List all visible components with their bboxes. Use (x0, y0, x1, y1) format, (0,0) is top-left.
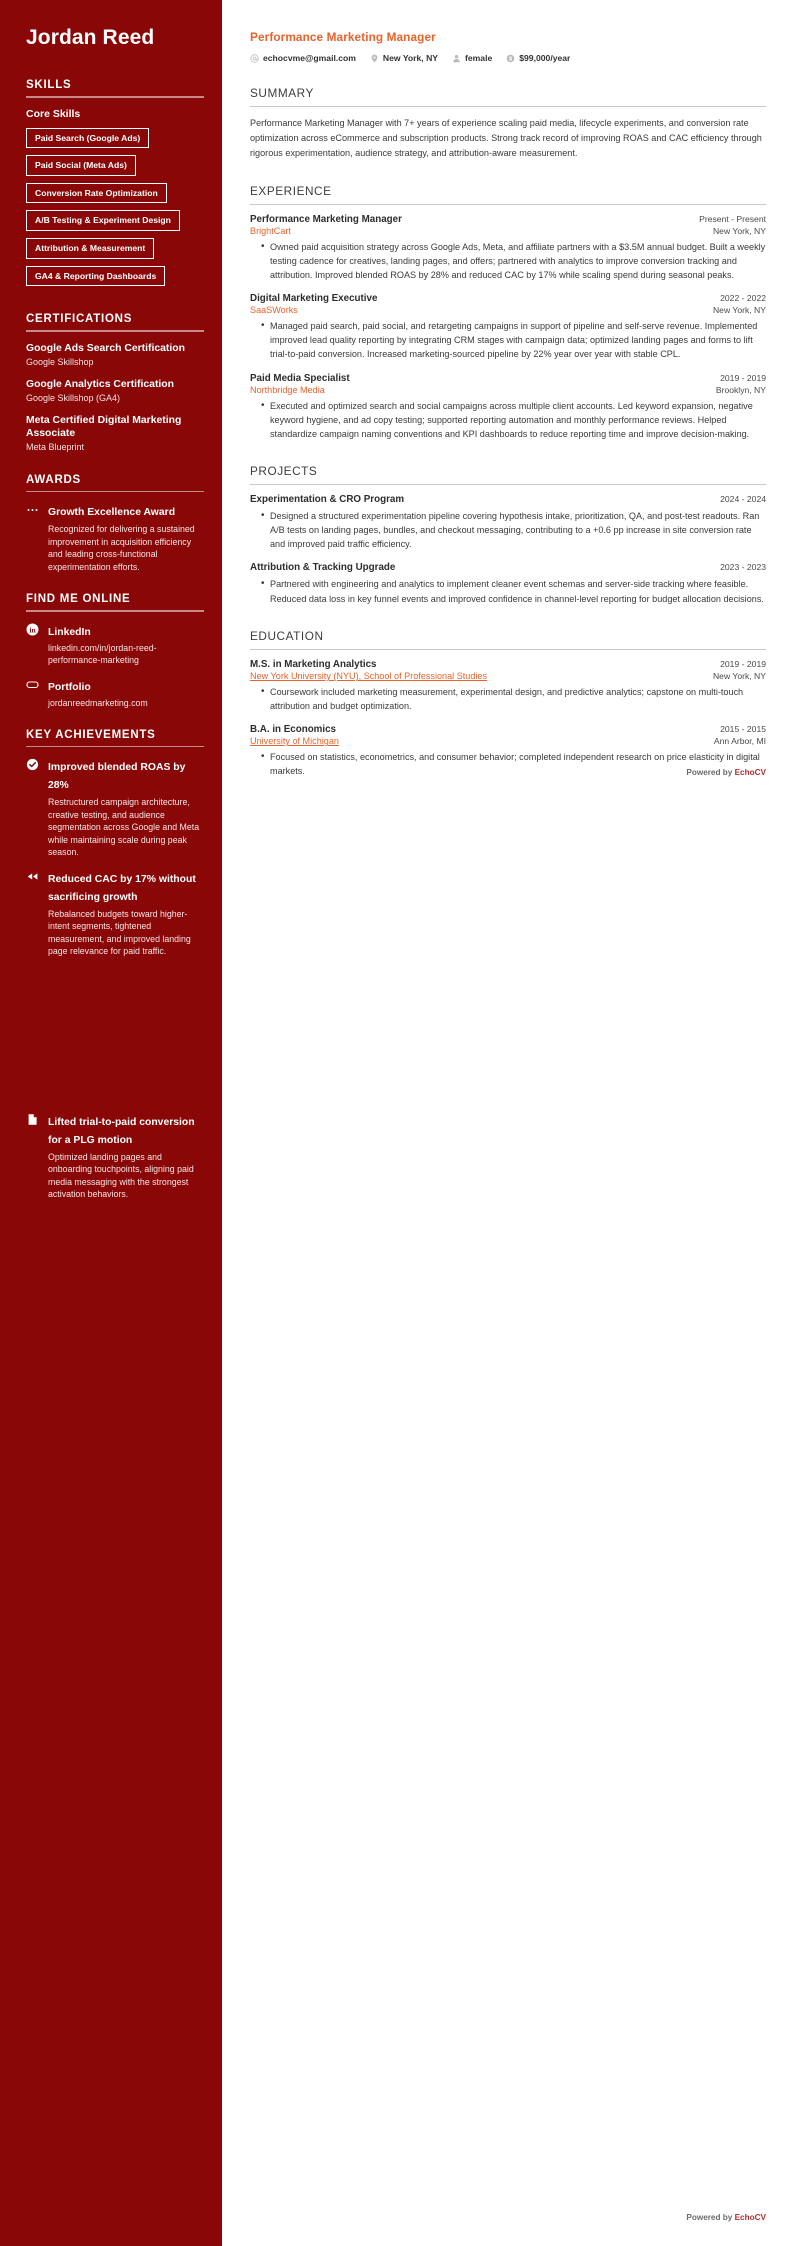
page-break-spacer (26, 958, 204, 1102)
education-bullet: • Coursework included marketing measurement, experimental design, and predictive analytics; capstone on multi-touch attribution and budget optimization. (262, 685, 766, 713)
certification-name: Google Analytics Certification (26, 378, 174, 390)
divider (250, 484, 766, 485)
page-footer (686, 768, 766, 777)
experience-dates: 2019 - 2019 (720, 372, 766, 383)
contact-item (370, 53, 438, 63)
project-entry (250, 494, 766, 551)
experience-location: Brooklyn, NY (715, 384, 766, 395)
experience-location: New York, NY (712, 305, 766, 316)
experience-dates: Present - Present (699, 213, 766, 224)
email-icon (250, 54, 259, 63)
svg-text:in: in (29, 625, 36, 635)
header-role-title: Performance Marketing Manager (250, 30, 436, 44)
contact-value: echocvme@gmail.com (263, 53, 356, 63)
experience-bullet: • Managed paid search, paid social, and retargeting campaigns in support of pipeline and self-serve revenue. Implemented improved lead quality reporting by integrating CRM stages with campaign data; optimized landing pages and forms to lift trial-to-paid conversion. Increased marketing-sourced pipeline by 22% year over year with stable CPL. (262, 319, 766, 361)
key-achievement-item (26, 757, 204, 858)
key-achievement-item (26, 869, 204, 958)
certification-issuer: Meta Blueprint (26, 442, 85, 453)
section-title-summary: SUMMARY (250, 86, 314, 100)
candidate-name: Jordan Reed (26, 26, 155, 49)
salary-icon (506, 54, 515, 63)
key-achievement-description: Optimized landing pages and onboarding touchpoints, aligning paid media messaging with the strongest activation behaviors. (48, 1151, 194, 1200)
experience-organization: Northbridge Media (250, 384, 325, 395)
sidebar-section-title-find-me-online: FIND ME ONLINE (26, 593, 131, 606)
experience-entry (250, 293, 766, 361)
experience-entry (250, 214, 766, 282)
section-title-education: EDUCATION (250, 628, 324, 643)
main-content (222, 0, 794, 803)
online-link-url[interactable]: jordanreedmarketing.com (48, 697, 148, 708)
key-achievement-title: Improved blended ROAS by 28% (48, 762, 186, 792)
award-description: Recognized for delivering a sustained improvement in acquisition efficiency and leading cross-functional experimentation efforts. (48, 524, 195, 572)
experience-dates: 2022 - 2022 (720, 293, 766, 304)
project-bullet: • Designed a structured experimentation pipeline covering hypothesis intake, prioritization, QA, and post-test readouts. Ran A/B tests on landing pages, bundles, and checkout messaging, contributing to a +0.6 pp increase in site conversion rate and improved paid traffic efficiency. (262, 509, 766, 551)
rewind-icon (26, 870, 39, 883)
footer-prefix: Powered by (686, 768, 735, 777)
certification-name: Google Ads Search Certification (26, 342, 185, 354)
skill-chip: Paid Search (Google Ads) (26, 128, 149, 149)
skill-chip: Paid Social (Meta Ads) (26, 155, 136, 176)
education-bullets (250, 685, 766, 713)
skill-chip: Conversion Rate Optimization (26, 183, 167, 204)
sidebar-section-title-skills: SKILLS (26, 79, 72, 92)
contact-value: $99,000/year (519, 53, 571, 63)
divider (26, 330, 204, 332)
online-link-list (26, 622, 204, 709)
location-pin-icon (370, 54, 379, 63)
education-location: Ann Arbor, MI (713, 736, 766, 747)
online-link-url[interactable]: linkedin.com/in/jordan-reed-performance-marketing (48, 642, 157, 666)
footer-brand: EchoCV (734, 768, 766, 777)
education-organization[interactable]: University of Michigan (250, 736, 339, 747)
project-entry (250, 562, 766, 605)
certification-item (26, 378, 204, 405)
experience-bullet: • Executed and optimized search and social campaigns across multiple client accounts. Led keyword expansion, negative keyword hygiene, and ad copy testing; supported reporting automation and monthly performance reviews. Helped standardize campaign naming conventions and KPI dashboards to reduce reporting time and improve decision-making. (262, 399, 766, 441)
education-entry (250, 659, 766, 713)
online-link-label[interactable]: LinkedIn (48, 626, 91, 638)
project-title: Experimentation & CRO Program (250, 494, 405, 506)
experience-entry (250, 373, 766, 441)
divider (250, 649, 766, 650)
skill-chip: GA4 & Reporting Dashboards (26, 266, 165, 287)
online-link-item[interactable] (26, 677, 204, 709)
certification-name: Meta Certified Digital Marketing Associate (26, 414, 182, 439)
footer-brand: EchoCV (734, 2213, 766, 2222)
divider (250, 204, 766, 205)
ellipsis-icon (26, 503, 39, 516)
award-item (26, 502, 204, 573)
person-icon (452, 54, 461, 63)
project-bullets (250, 509, 766, 551)
contact-item (250, 53, 356, 63)
education-location: New York, NY (712, 671, 766, 682)
experience-bullet: • Owned paid acquisition strategy across Google Ads, Meta, and affiliate partners with a $3.5M annual budget. Built a weekly testing cadence for creatives, landing pages, and offers; partnered with analytics to improve conversion tracking and attribution. Improved blended ROAS by 28% and reduced CAC by 17% while scaling spend during seasonal peaks. (262, 240, 766, 282)
award-list (26, 502, 204, 573)
certification-list (26, 342, 204, 454)
contact-value: New York, NY (382, 53, 439, 63)
divider (26, 746, 204, 748)
skill-chip: Attribution & Measurement (26, 238, 154, 259)
contact-item (506, 53, 570, 63)
divider (250, 106, 766, 107)
certification-issuer: Google Skillshop (26, 356, 94, 367)
page-footer (686, 2213, 766, 2222)
sidebar-section-title-key-achievements: KEY ACHIEVEMENTS (26, 728, 156, 741)
check-circle-icon (26, 758, 39, 771)
key-achievement-list (26, 757, 204, 1200)
sidebar-section-title-certifications: CERTIFICATIONS (26, 313, 133, 326)
divider (26, 610, 204, 612)
section-title-projects: PROJECTS (250, 463, 318, 478)
education-dates: 2015 - 2015 (720, 724, 766, 735)
certification-item (26, 414, 204, 454)
award-name: Growth Excellence Award (48, 507, 176, 519)
svg-text:$: $ (509, 55, 513, 62)
key-achievement-item (26, 1112, 204, 1201)
sidebar-section-title-awards: AWARDS (26, 473, 81, 486)
portfolio-icon (26, 678, 39, 691)
skill-chip: A/B Testing & Experiment Design (26, 210, 180, 231)
experience-bullets (250, 399, 766, 441)
contact-line (250, 53, 766, 63)
linkedin-icon (26, 623, 39, 636)
experience-title: Performance Marketing Manager (250, 213, 402, 225)
project-bullet: • Partnered with engineering and analytics to implement cleaner event schemas and server-side tracking where feasible. Reduced data loss in key funnel events and improved confidence in channel-level reporting for budget allocation decisions. (262, 577, 766, 605)
education-dates: 2019 - 2019 (720, 659, 766, 670)
experience-location: New York, NY (712, 225, 766, 236)
experience-bullets (250, 240, 766, 282)
projects-list (250, 494, 766, 605)
experience-organization: BrightCart (250, 225, 291, 236)
experience-title: Digital Marketing Executive (250, 293, 378, 305)
section-title-experience: EXPERIENCE (250, 183, 332, 198)
key-achievement-description: Rebalanced budgets toward higher-intent segments, tightened measurement, and improved landing page relevance for paid traffic. (48, 908, 191, 957)
summary-text: Performance Marketing Manager with 7+ years of experience scaling paid media, lifecycle experiments, and conversion rate optimization across eCommerce and subscription products. Strong track record of improving ROAS and CAC efficiency through rigorous experimentation, audience strategy, and attribution-aware measurement. (250, 118, 762, 158)
contact-item (452, 53, 492, 63)
certification-item (26, 342, 204, 369)
education-list (250, 659, 766, 778)
experience-bullets (250, 319, 766, 361)
divider (26, 96, 204, 98)
online-link-item[interactable] (26, 622, 204, 667)
key-achievement-title: Reduced CAC by 17% without sacrificing growth (48, 873, 196, 903)
education-organization[interactable]: New York University (NYU), School of Professional Studies (250, 671, 488, 682)
sidebar (0, 0, 222, 2246)
key-achievement-title: Lifted trial-to-paid conversion for a PLG motion (48, 1116, 195, 1146)
contact-value: female (465, 53, 493, 63)
education-bullet: • Focused on statistics, econometrics, and consumer behavior; completed independent research on price elasticity in digital markets. (262, 750, 766, 778)
education-title: M.S. in Marketing Analytics (250, 659, 377, 671)
project-dates: 2023 - 2023 (720, 562, 766, 573)
skill-chip-list (26, 128, 204, 294)
education-title: B.A. in Economics (250, 724, 337, 736)
project-dates: 2024 - 2024 (720, 494, 766, 505)
divider (26, 491, 204, 493)
experience-title: Paid Media Specialist (250, 372, 350, 384)
certification-issuer: Google Skillshop (GA4) (26, 392, 121, 403)
document-icon (26, 1113, 39, 1126)
footer-prefix: Powered by (686, 2213, 735, 2222)
project-bullets (250, 577, 766, 605)
project-title: Attribution & Tracking Upgrade (250, 562, 396, 574)
key-achievement-description: Restructured campaign architecture, creative testing, and audience segmentation across Google and Meta while maintaining scale during peak season. (48, 797, 200, 858)
experience-organization: SaaSWorks (250, 305, 298, 316)
core-skills-subhead: Core Skills (26, 107, 81, 120)
experience-list (250, 214, 766, 441)
online-link-label[interactable]: Portfolio (48, 681, 91, 693)
